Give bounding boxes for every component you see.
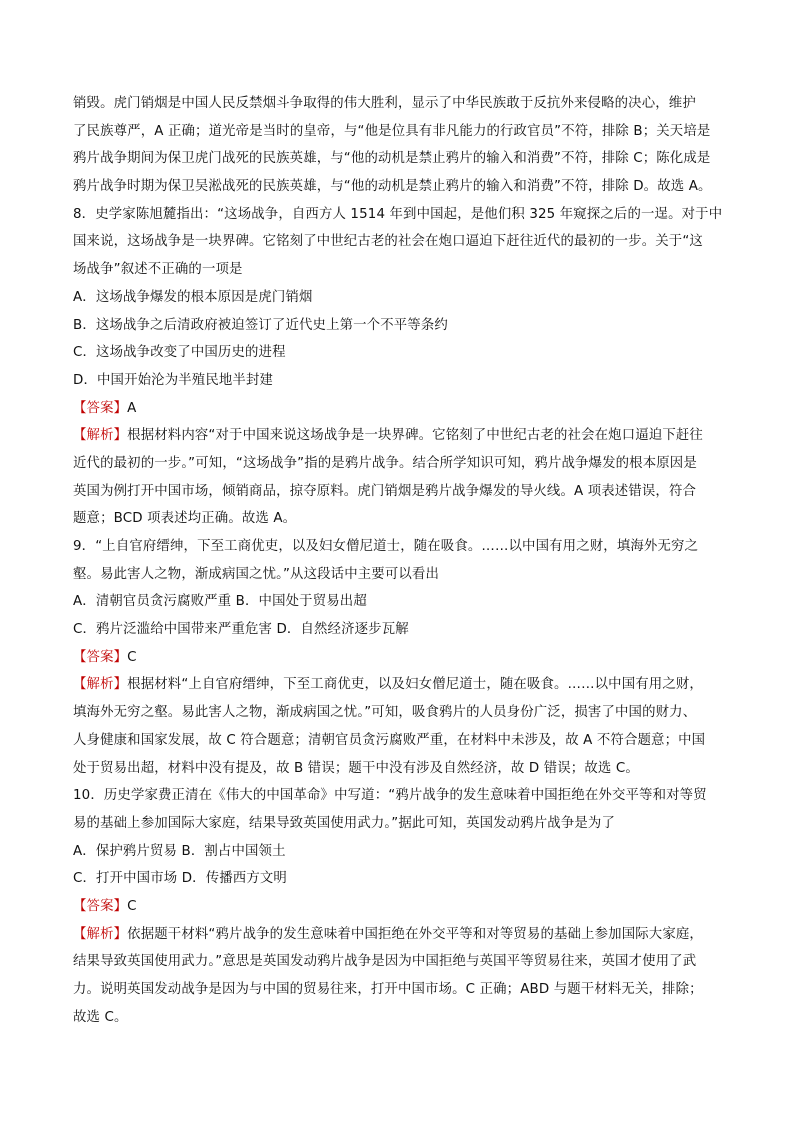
analysis-text: 依据题干材料“鸦片战争的发生意味着中国拒绝在外交平等和对等贸易的基础上参加国际大家庭， (127, 926, 703, 942)
answer-tag: 【答案】 (73, 649, 128, 665)
question-8-stem: 场战争”叙述不正确的一项是 (73, 262, 243, 278)
analysis-tag: 【解析】 (73, 677, 128, 693)
question-10-options-cd: C．打开中国市场 D．传播西方文明 (73, 871, 287, 887)
analysis-tag: 【解析】 (73, 428, 128, 444)
answer-tag: 【答案】 (73, 400, 128, 416)
question-10-options-ab: A．保护鸦片贸易 B．割占中国领土 (73, 843, 286, 859)
text-line: 销毁。虎门销烟是中国人民反禁烟斗争取得的伟大胜利，显示了中华民族敢于反抗外来侵略的决心，维护 (73, 96, 696, 111)
question-8-option-a: A．这场战争爆发的根本原因是虎门销烟 (73, 289, 313, 305)
question-8-analysis: 题意；BCD 项表述均正确。故选 A。 (73, 511, 297, 527)
analysis-text: 根据材料内容“对于中国来说这场战争是一块界碑。它铭刻了中世纪古老的社会在炮口逼迫下赶往 (127, 428, 703, 444)
document-page (73, 94, 723, 1035)
question-8-analysis: 英国为例打开中国市场，倾销商品，掠夺原料。虎门销烟是鸦片战争爆发的导火线。A 项表述错误，符合 (73, 483, 697, 499)
text-line: 鸦片战争期间为保卫虎门战死的民族英雄，与“他的动机是禁止鸦片的输入和消费”不符，排除 C；陈化成是 (73, 151, 711, 167)
question-10-analysis (73, 925, 723, 945)
question-8-option-d: D．中国开始沦为半殖民地半封建 (73, 372, 274, 388)
text-line: 鸦片战争时期为保卫吴淞战死的民族英雄，与“他的动机是禁止鸦片的输入和消费”不符，排除 D。故选 A。 (73, 179, 712, 195)
analysis-text: 根据材料“上自官府缙绅，下至工商优吏，以及妇女僧尼道士，随在吸食。……以中国有用之财， (127, 677, 703, 693)
question-9-options-cd: C．鸦片泛滥给中国带来严重危害 D．自然经济逐步瓦解 (73, 622, 409, 638)
answer-tag: 【答案】 (73, 898, 128, 914)
question-8-analysis (73, 426, 723, 446)
question-9-stem: 9．“上自官府缙绅，下至工商优吏，以及妇女僧尼道士，随在吸食。……以中国有用之财，填海外无穷之 (73, 539, 699, 554)
question-8-option-c: C．这场战争改变了中国历史的进程 (73, 345, 286, 361)
question-8-answer (73, 399, 723, 419)
question-8-stem: 国来说，这场战争是一块界碑。它铭刻了中世纪古老的社会在炮口逼迫下赶往近代的最初的一步。关于“这 (73, 234, 703, 250)
question-10-stem: 易的基础上参加国际大家庭，结果导致英国使用武力。”据此可知，英国发动鸦片战争是为了 (73, 815, 616, 831)
question-10-analysis: 力。说明英国发动战争是因为与中国的贸易往来，打开中国市场。C 正确；ABD 与题干材料无关，排除； (73, 982, 703, 997)
question-9-analysis: 填海外无穷之壑。易此害人之物，渐成病国之忧。”可知，吸食鸦片的人员身份广泛，损害了中国的财力、 (73, 705, 697, 721)
question-9-analysis: 人身健康和国家发展，故 C 符合题意；清朝官员贪污腐败严重，在材料中未涉及，故 A 不符合题意；中国 (73, 732, 706, 748)
answer-value: A (127, 400, 137, 416)
question-10-analysis: 结果导致英国使用武力。”意思是英国发动鸦片战争是因为中国拒绝与英国平等贸易往来，英国才使用了武 (73, 954, 697, 970)
question-9-analysis: 处于贸易出超，材料中没有提及，故 B 错误；题干中没有涉及自然经济，故 D 错误；故选 C。 (73, 760, 639, 776)
question-9-stem: 壑。易此害人之物，渐成病国之忧。”从这段话中主要可以看出 (73, 566, 439, 582)
analysis-tag: 【解析】 (73, 926, 128, 942)
question-9-analysis (73, 675, 723, 695)
question-9-answer (73, 648, 723, 668)
question-9-options-ab: A．清朝官员贪污腐败严重 B．中国处于贸易出超 (73, 594, 367, 610)
question-8-stem: 8．史学家陈旭麓指出：“这场战争，自西方人 1514 年到中国起，是他们积 325 年窥探之后的一逞。对于中 (73, 206, 723, 222)
text-line: 了民族尊严，A 正确；道光帝是当时的皇帝，与“他是位具有非凡能力的行政官员”不符，排除 B；关天培是 (73, 123, 711, 139)
question-10-stem: 10．历史学家费正清在《伟大的中国革命》中写道：“鸦片战争的发生意味着中国拒绝在外交平等和对等贸 (73, 788, 707, 804)
question-8-option-b: B．这场战争之后清政府被迫签订了近代史上第一个不平等条约 (73, 317, 448, 333)
answer-value: C (127, 649, 137, 665)
question-8-analysis: 近代的最初的一步。”可知，“这场战争”指的是鸦片战争。结合所学知识可知，鸦片战争爆发的根本原因是 (73, 455, 697, 471)
question-10-analysis: 故选 C。 (73, 1009, 128, 1025)
answer-value: C (127, 898, 137, 914)
question-10-answer (73, 897, 723, 917)
